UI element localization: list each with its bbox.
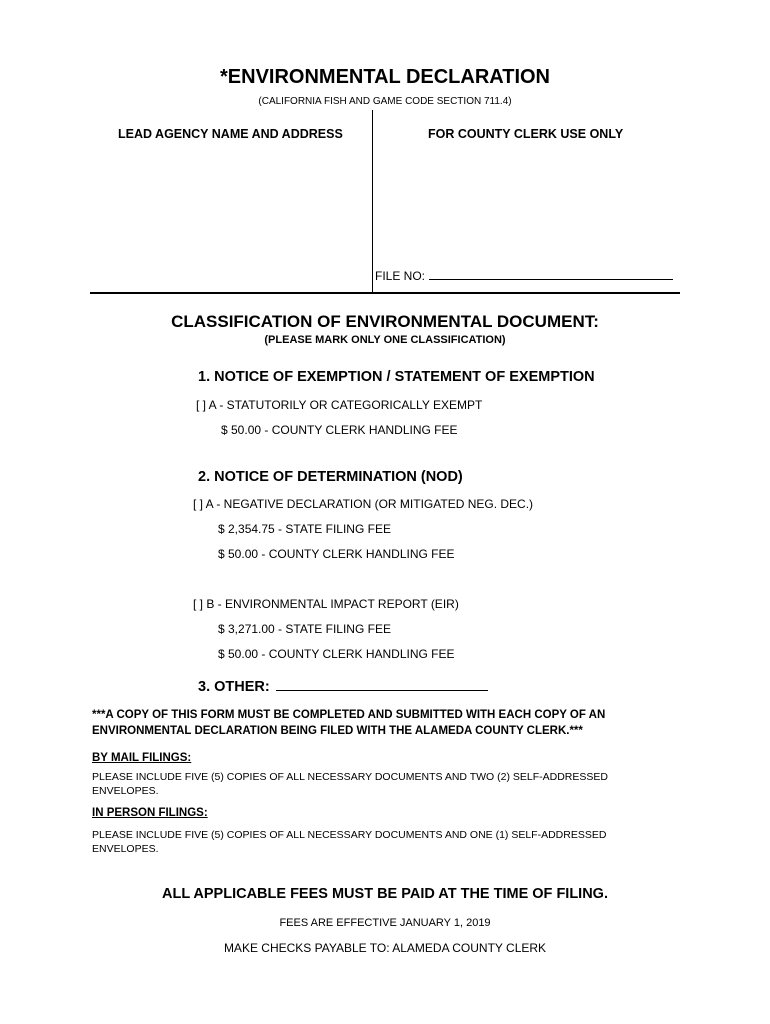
- section-2-option-a-fee-1: $ 2,354.75 - STATE FILING FEE: [218, 522, 391, 536]
- fees-effective-date: FEES ARE EFFECTIVE JANUARY 1, 2019: [279, 917, 491, 929]
- page-title: *ENVIRONMENTAL DECLARATION: [220, 66, 550, 88]
- section-1-option-a-checkbox[interactable]: [ ] A - STATUTORILY OR CATEGORICALLY EXEMPT: [196, 398, 483, 412]
- file-no-blank[interactable]: [429, 269, 673, 280]
- classification-subtitle: (PLEASE MARK ONLY ONE CLASSIFICATION): [264, 334, 506, 346]
- vertical-divider: [372, 110, 373, 294]
- section-2-option-b-fee-2: $ 50.00 - COUNTY CLERK HANDLING FEE: [218, 647, 455, 661]
- section-3-heading: 3. OTHER:: [198, 679, 270, 695]
- section-1-heading: 1. NOTICE OF EXEMPTION / STATEMENT OF EXEMPTION: [198, 369, 595, 385]
- fees-paid-notice: ALL APPLICABLE FEES MUST BE PAID AT THE TIME OF FILING.: [161, 886, 608, 902]
- mail-filings-heading: BY MAIL FILINGS:: [92, 752, 192, 764]
- county-clerk-label: FOR COUNTY CLERK USE ONLY: [428, 127, 624, 141]
- in-person-filings-text: PLEASE INCLUDE FIVE (5) COPIES OF ALL NECESSARY DOCUMENTS AND ONE (1) SELF-ADDRESSED ENVELOPES.: [92, 829, 607, 855]
- checks-payable-to: MAKE CHECKS PAYABLE TO: ALAMEDA COUNTY CLERK: [223, 941, 547, 955]
- section-3-other[interactable]: [198, 678, 488, 695]
- lead-agency-label: LEAD AGENCY NAME AND ADDRESS: [118, 127, 343, 141]
- page-subtitle: (CALIFORNIA FISH AND GAME CODE SECTION 711.4): [258, 96, 512, 107]
- horizontal-divider: [90, 292, 680, 294]
- section-2-heading: 2. NOTICE OF DETERMINATION (NOD): [198, 469, 463, 485]
- copy-notice: ***A COPY OF THIS FORM MUST BE COMPLETED AND SUBMITTED WITH EACH COPY OF AN ENVIRONMENTAL DECLARATION BEING FILED WITH THE ALAMEDA COUNTY CLERK.***: [92, 709, 606, 737]
- mail-filings-text: PLEASE INCLUDE FIVE (5) COPIES OF ALL NECESSARY DOCUMENTS AND TWO (2) SELF-ADDRESSED ENVELOPES.: [92, 771, 608, 797]
- section-1-fee-1: $ 50.00 - COUNTY CLERK HANDLING FEE: [221, 423, 458, 437]
- in-person-filings-heading: IN PERSON FILINGS:: [92, 807, 208, 819]
- classification-title: CLASSIFICATION OF ENVIRONMENTAL DOCUMENT:: [171, 312, 599, 331]
- section-2-option-a-checkbox[interactable]: [ ] A - NEGATIVE DECLARATION (OR MITIGATED NEG. DEC.): [193, 497, 534, 511]
- other-blank[interactable]: [276, 678, 488, 691]
- file-no-label: FILE NO:: [375, 269, 426, 283]
- file-no-field[interactable]: [375, 269, 673, 283]
- section-2-option-a-fee-2: $ 50.00 - COUNTY CLERK HANDLING FEE: [218, 547, 455, 561]
- section-2-option-b-checkbox[interactable]: [ ] B - ENVIRONMENTAL IMPACT REPORT (EIR): [193, 597, 459, 611]
- section-2-option-b-fee-1: $ 3,271.00 - STATE FILING FEE: [218, 622, 391, 636]
